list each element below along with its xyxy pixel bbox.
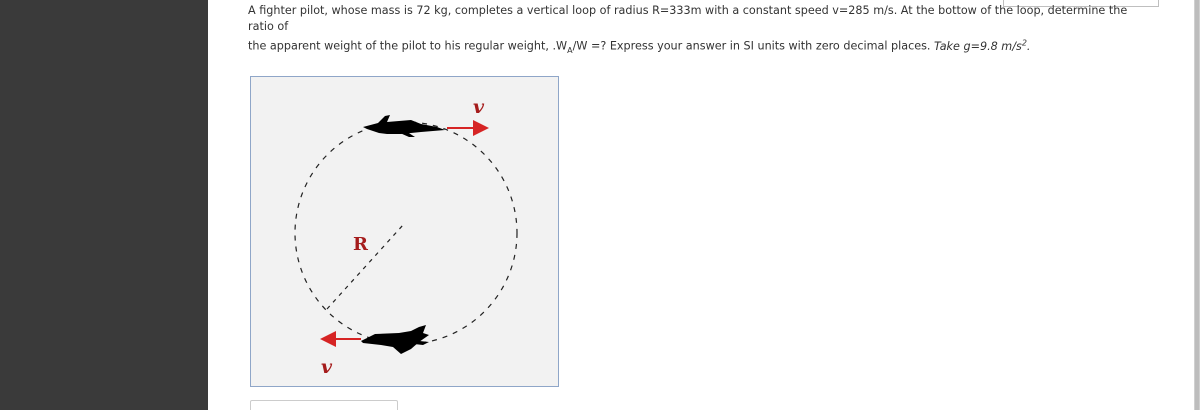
loop-diagram (251, 77, 558, 386)
question-text (248, 3, 1148, 59)
plane-bottom-icon (361, 325, 429, 354)
question-line-2: the apparent weight of the pilot to his regular weight, $.W_A/W$ =? Express your answer in SI units with zero decimal places. Take g=9.8 $m/s^2$. (248, 38, 1031, 55)
scrollbar[interactable] (1194, 0, 1200, 410)
loop-circle (295, 122, 517, 344)
loop-figure (250, 76, 559, 387)
velocity-label-bottom: v (321, 356, 333, 378)
gravity-note: Take g=9.8 $m/s^2$. (934, 38, 1031, 53)
plane-top-icon (363, 115, 445, 137)
question-line-1: A fighter pilot, whose mass is 72 kg, completes a vertical loop of radius R=333m with a constant speed v=285 m/s. At the bottow of the loop, determine the ratio of (248, 4, 1128, 33)
radius-label: R (353, 234, 368, 255)
left-sidebar (0, 0, 208, 410)
scrollbar-thumb[interactable] (1195, 0, 1199, 410)
velocity-label-top: v (473, 96, 485, 118)
answer-input[interactable] (250, 400, 398, 410)
